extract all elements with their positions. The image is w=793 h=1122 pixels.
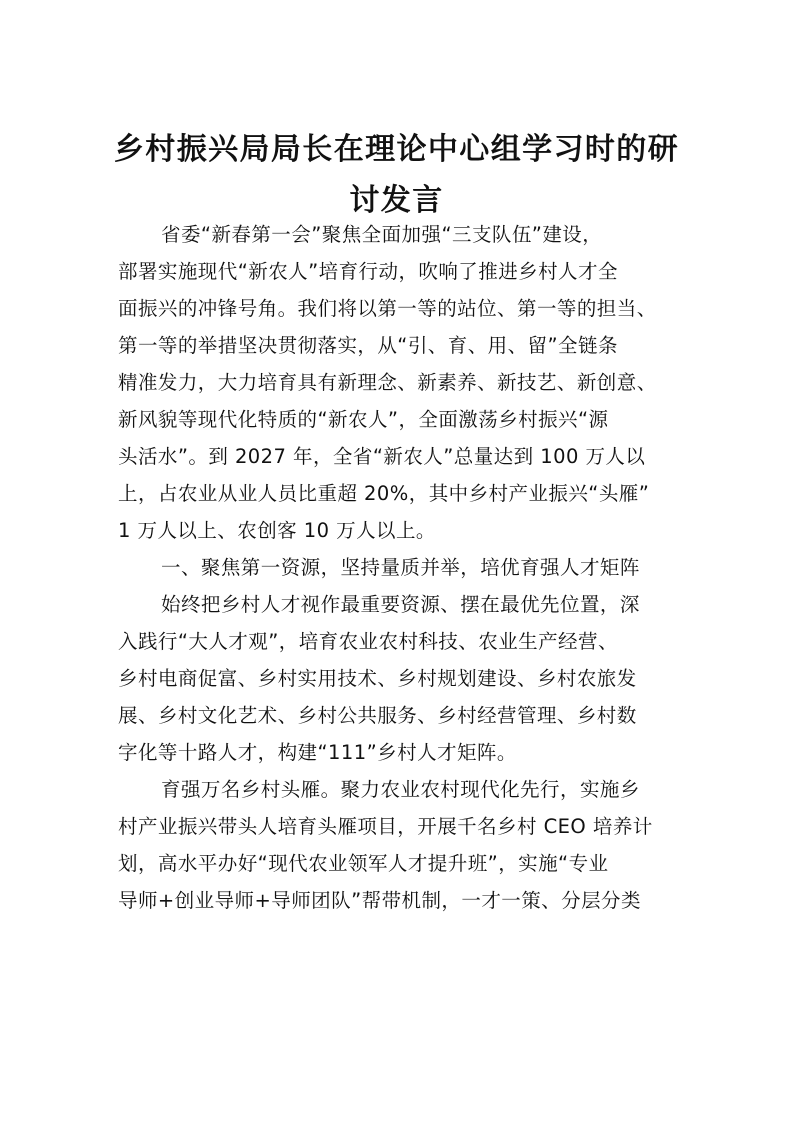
body-line-14: 字化等十路人才，构建“111”乡村人才矩阵。 xyxy=(118,741,517,764)
body-line-16: 村产业振兴带头人培育头雁项目，开展千名乡村 CEO 培养计 xyxy=(118,815,653,838)
body-line-8: 上，占农业从业人员比重超 20%，其中乡村产业振兴“头雁” xyxy=(118,482,650,505)
body-line-6: 新风貌等现代化特质的“新农人”，全面激荡乡村振兴“源 xyxy=(118,408,609,431)
body-line-1: 省委“新春第一会”聚焦全面加强“三支队伍”建设， xyxy=(161,223,603,246)
body-line-5: 精准发力，大力培育具有新理念、新素养、新技艺、新创意、 xyxy=(118,371,657,394)
body-line-9: 1 万人以上、农创客 10 万人以上。 xyxy=(118,519,436,542)
body-line-11: 入践行“大人才观”，培育农业农村科技、农业生产经营、 xyxy=(118,630,618,653)
body-line-18: 导师+创业导师+导师团队”帮带机制，一才一策、分层分类 xyxy=(118,889,641,912)
body-line-7: 头活水”。到 2027 年，全省“新农人”总量达到 100 万人以 xyxy=(118,445,646,468)
section-heading-1: 一、聚焦第一资源，坚持量质并举，培优育强人才矩阵 xyxy=(161,556,640,579)
body-line-15: 育强万名乡村头雁。聚力农业农村现代化先行，实施乡 xyxy=(161,778,640,801)
body-line-17: 划，高水平办好“现代农业领军人才提升班”，实施“专业 xyxy=(118,852,609,875)
title-line-2: 讨发言 xyxy=(349,183,444,218)
document-title xyxy=(112,124,681,226)
body-line-10: 始终把乡村人才视作最重要资源、摆在最优先位置，深 xyxy=(161,593,640,616)
title-line-1: 乡村振兴局局长在理论中心组学习时的研 xyxy=(113,132,680,167)
body-line-12: 乡村电商促富、乡村实用技术、乡村规划建设、乡村农旅发 xyxy=(118,667,637,690)
document-body xyxy=(118,216,680,919)
body-line-4: 第一等的举措坚决贯彻落实，从“引、育、用、留”全链条 xyxy=(118,334,618,357)
body-line-2: 部署实施现代“新农人”培育行动，吹响了推进乡村人才全 xyxy=(118,260,618,283)
body-line-13: 展、乡村文化艺术、乡村公共服务、乡村经营管理、乡村数 xyxy=(118,704,637,727)
body-line-3: 面振兴的冲锋号角。我们将以第一等的站位、第一等的担当、 xyxy=(118,297,657,320)
